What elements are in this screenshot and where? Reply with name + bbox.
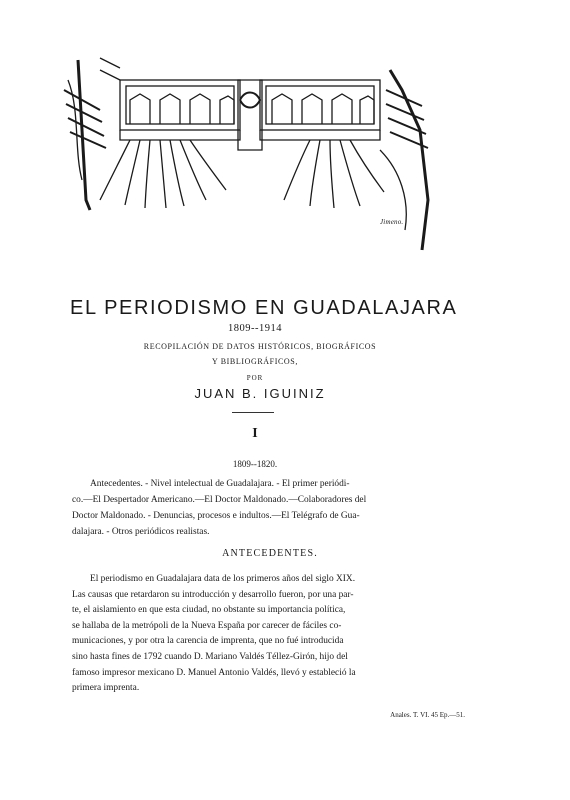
- engraver-signature: Jimeno.: [380, 218, 404, 226]
- summary-line: Antecedentes. - Nivel intelectual de Guadalajara. - El primer periódi-: [90, 479, 350, 489]
- body-line: sino hasta fines de 1792 cuando D. Mariano Valdés Téllez-Girón, hijo del: [72, 651, 348, 662]
- body-line: se hallaba de la metrópoli de la Nueva España por carecer de fáciles co-: [72, 620, 342, 631]
- chapter-years: 1809--1820.: [232, 459, 278, 469]
- body-line: famoso impresor mexicano D. Manuel Antonio Valdés, llevó y estableció la: [72, 667, 356, 678]
- summary-line: Doctor Maldonado. - Denuncias, procesos e indultos.—El Telégrafo de Gua-: [72, 511, 360, 521]
- body-line: primera imprenta.: [72, 683, 140, 694]
- body-line: Las causas que retardaron su introducción y desarrollo fueron, por una par-: [72, 589, 354, 600]
- body-line: te, el aislamiento en que esta ciudad, no obstante su importancia política,: [72, 605, 346, 616]
- title-divider: [232, 412, 274, 413]
- body-paragraph: [72, 572, 444, 697]
- chapter-summary: [72, 476, 444, 540]
- decorative-header-ornament: [60, 50, 440, 255]
- article-title: EL PERIODISMO EN GUADALAJARA: [70, 297, 458, 319]
- body-line: municaciones, y por otra la carencia de imprenta, que no fué introducida: [72, 636, 344, 647]
- summary-line: co.—El Despertador Americano.—El Doctor Maldonado.—Colaboradores del: [72, 495, 367, 505]
- byline-por: POR: [246, 374, 264, 382]
- page-footnote: Anales. T. VI. 45 Ep.—51.: [390, 711, 465, 719]
- body-line: El periodismo en Guadalajara data de los primeros años del siglo XIX.: [90, 574, 356, 584]
- article-subtitle-line1: RECOPILACIÓN DE DATOS HISTÓRICOS, BIOGRÁFICOS: [143, 342, 377, 351]
- chapter-numeral: I: [252, 426, 258, 441]
- section-heading: ANTECEDENTES.: [222, 548, 318, 559]
- summary-line: dalajara. - Otros periódicos realistas.: [72, 527, 210, 537]
- article-subtitle-line2: Y BIBLIOGRÁFICOS,: [212, 357, 298, 366]
- author-name: JUAN B. IGUINIZ: [194, 386, 326, 401]
- article-years: 1809--1914: [228, 323, 282, 334]
